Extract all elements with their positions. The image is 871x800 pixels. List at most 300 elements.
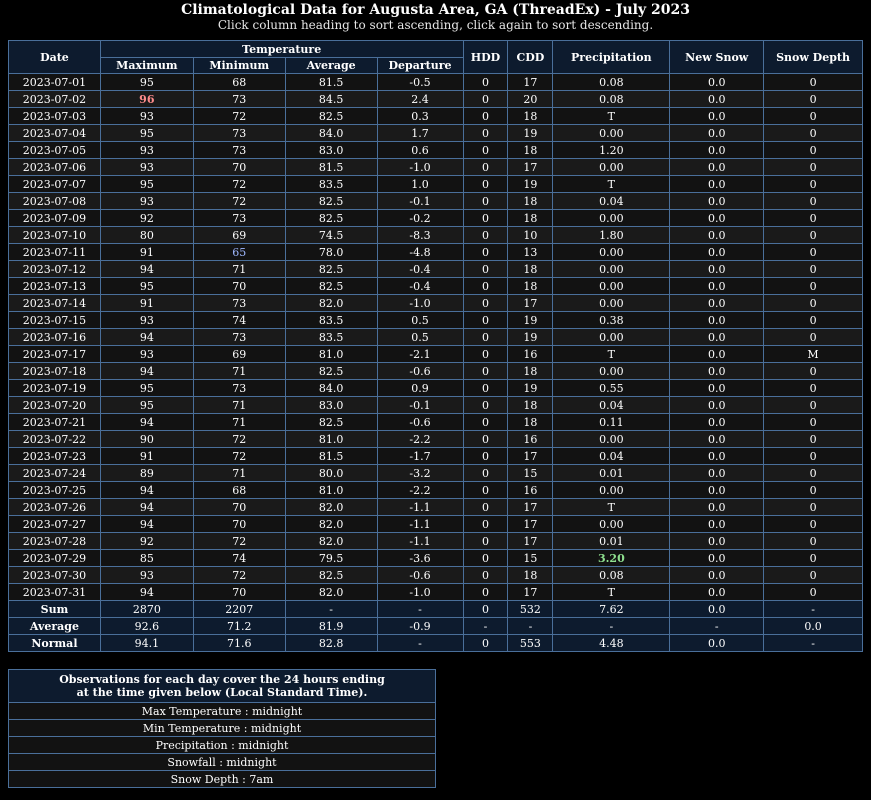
table-cell: 0.0 [670,227,764,244]
table-row [9,431,863,448]
table-cell: -2.2 [377,482,463,499]
table-cell: 0 [463,176,508,193]
summary-cell: 0 [463,601,508,618]
table-cell: 2023-07-30 [9,567,101,584]
table-cell: 2023-07-15 [9,312,101,329]
table-cell: 0.0 [670,550,764,567]
table-cell: 0 [764,465,863,482]
table-cell: 0 [764,295,863,312]
table-cell: 18 [508,261,553,278]
table-cell: 19 [508,176,553,193]
table-cell: 0.0 [670,346,764,363]
table-cell: 0.00 [553,329,670,346]
observation-time-item: Snow Depth : 7am [9,771,436,788]
table-cell: 18 [508,397,553,414]
table-cell: 94 [100,363,193,380]
table-cell: 0.0 [670,431,764,448]
table-cell: 73 [193,125,285,142]
table-cell: 0 [463,380,508,397]
column-header-cdd[interactable]: CDD [508,41,553,74]
table-cell: 0 [764,312,863,329]
table-row [9,278,863,295]
table-cell: 0.04 [553,448,670,465]
table-row [9,91,863,108]
table-cell: 2023-07-28 [9,533,101,550]
table-cell: 2023-07-16 [9,329,101,346]
summary-cell: - [377,601,463,618]
column-header-snow-depth[interactable]: Snow Depth [764,41,863,74]
table-cell: 18 [508,210,553,227]
table-cell: 0.00 [553,210,670,227]
table-cell: 17 [508,74,553,91]
column-header-date[interactable]: Date [9,41,101,74]
table-cell: 83.0 [285,397,377,414]
table-cell: 93 [100,142,193,159]
table-cell: 1.0 [377,176,463,193]
table-cell: 0.0 [670,312,764,329]
summary-label: Normal [9,635,101,652]
table-cell: 0 [764,210,863,227]
table-cell: 19 [508,125,553,142]
table-cell: 73 [193,91,285,108]
table-cell: T [553,176,670,193]
table-cell: 10 [508,227,553,244]
table-cell: 94 [100,584,193,601]
table-cell: 0.08 [553,91,670,108]
table-cell: 96 [100,91,193,108]
summary-cell: 0.0 [670,601,764,618]
table-cell: 18 [508,108,553,125]
table-cell: 0.0 [670,465,764,482]
table-row [9,329,863,346]
table-cell: 0 [463,584,508,601]
table-cell: 0 [463,346,508,363]
table-row [9,567,863,584]
column-header-new-snow[interactable]: New Snow [670,41,764,74]
table-cell: 2023-07-04 [9,125,101,142]
observation-time-item: Precipitation : midnight [9,737,436,754]
table-cell: 0 [764,176,863,193]
table-cell: 73 [193,142,285,159]
summary-cell: - [285,601,377,618]
table-cell: 0 [463,550,508,567]
summary-cell: 0.0 [764,618,863,635]
table-cell: 0 [764,329,863,346]
observation-times-table [8,669,436,788]
table-cell: -3.6 [377,550,463,567]
table-row [9,159,863,176]
table-cell: 0 [764,584,863,601]
table-cell: 2023-07-18 [9,363,101,380]
table-cell: 82.0 [285,584,377,601]
table-cell: 69 [193,346,285,363]
table-cell: T [553,108,670,125]
table-cell: 0 [764,431,863,448]
table-cell: 73 [193,210,285,227]
table-cell: 81.0 [285,482,377,499]
daily-rows [9,74,863,601]
table-cell: 0.0 [670,125,764,142]
table-cell: 1.7 [377,125,463,142]
table-cell: 91 [100,448,193,465]
table-cell: 0 [463,329,508,346]
table-cell: -1.1 [377,516,463,533]
table-cell: M [764,346,863,363]
table-cell: 72 [193,176,285,193]
observation-times-heading [9,670,436,703]
table-cell: 0 [463,499,508,516]
table-cell: 2023-07-22 [9,431,101,448]
table-cell: 2023-07-11 [9,244,101,261]
table-cell: 18 [508,193,553,210]
table-cell: 0.0 [670,159,764,176]
table-cell: 0.0 [670,91,764,108]
table-cell: 81.5 [285,74,377,91]
table-cell: T [553,499,670,516]
table-cell: 0.0 [670,74,764,91]
summary-row [9,618,863,635]
table-row [9,397,863,414]
table-cell: 17 [508,448,553,465]
table-cell: 0.00 [553,295,670,312]
table-row [9,363,863,380]
table-cell: 68 [193,482,285,499]
table-cell: 82.5 [285,363,377,380]
table-cell: 2023-07-03 [9,108,101,125]
summary-cell: 532 [508,601,553,618]
column-header-maximum[interactable]: Maximum [100,58,193,74]
table-cell: 0 [463,295,508,312]
table-cell: 2.4 [377,91,463,108]
table-cell: 0.00 [553,125,670,142]
summary-rows [9,601,863,652]
table-cell: 92 [100,533,193,550]
table-cell: 19 [508,329,553,346]
table-cell: 84.0 [285,380,377,397]
summary-cell: - [764,601,863,618]
table-cell: 0 [463,363,508,380]
table-cell: 0 [463,261,508,278]
table-cell: 0.0 [670,193,764,210]
table-cell: 93 [100,193,193,210]
table-cell: 0.6 [377,142,463,159]
table-cell: 0 [764,448,863,465]
table-cell: 2023-07-10 [9,227,101,244]
table-cell: 0 [764,108,863,125]
table-row [9,550,863,567]
table-cell: 0 [764,482,863,499]
observation-time-item: Snowfall : midnight [9,754,436,771]
summary-cell: 2870 [100,601,193,618]
table-cell: 94 [100,414,193,431]
table-cell: -1.1 [377,533,463,550]
table-cell: 2023-07-20 [9,397,101,414]
table-cell: 94 [100,499,193,516]
table-cell: 0.01 [553,533,670,550]
table-cell: 2023-07-24 [9,465,101,482]
table-cell: 78.0 [285,244,377,261]
table-cell: 0 [764,567,863,584]
table-cell: 0 [764,125,863,142]
table-cell: 2023-07-05 [9,142,101,159]
table-cell: 72 [193,448,285,465]
table-cell: 2023-07-06 [9,159,101,176]
table-row [9,312,863,329]
table-row [9,227,863,244]
table-cell: 81.0 [285,346,377,363]
table-cell: 0.00 [553,516,670,533]
table-cell: 0 [463,108,508,125]
table-cell: 0.00 [553,431,670,448]
summary-cell: - [670,618,764,635]
table-cell: 2023-07-17 [9,346,101,363]
table-cell: 2023-07-31 [9,584,101,601]
table-cell: 0 [764,261,863,278]
table-cell: 82.5 [285,193,377,210]
table-cell: 0.04 [553,397,670,414]
table-cell: 0 [764,533,863,550]
table-cell: 0.55 [553,380,670,397]
table-cell: 0.3 [377,108,463,125]
table-cell: 89 [100,465,193,482]
table-cell: 94 [100,516,193,533]
table-cell: 0.08 [553,567,670,584]
table-cell: 94 [100,329,193,346]
column-header-average[interactable]: Average [285,58,377,74]
table-cell: 0 [463,431,508,448]
table-cell: 2023-07-12 [9,261,101,278]
table-cell: 18 [508,414,553,431]
table-row [9,448,863,465]
table-cell: 0 [764,380,863,397]
table-cell: 70 [193,516,285,533]
table-cell: -0.4 [377,278,463,295]
table-cell: -1.0 [377,584,463,601]
table-cell: 17 [508,295,553,312]
table-cell: 0 [463,142,508,159]
table-row [9,295,863,312]
table-cell: 17 [508,499,553,516]
table-cell: 0.0 [670,210,764,227]
table-cell: 0.0 [670,584,764,601]
table-cell: 83.5 [285,329,377,346]
table-cell: 95 [100,176,193,193]
summary-cell: 81.9 [285,618,377,635]
table-cell: 0 [764,516,863,533]
table-cell: 0 [463,125,508,142]
summary-cell: 553 [508,635,553,652]
summary-cell: -0.9 [377,618,463,635]
table-cell: 0 [463,244,508,261]
table-cell: 80 [100,227,193,244]
table-cell: 83.5 [285,176,377,193]
table-cell: 0 [764,278,863,295]
column-header-precipitation[interactable]: Precipitation [553,41,670,74]
table-cell: 70 [193,159,285,176]
table-cell: 74 [193,550,285,567]
table-cell: 93 [100,346,193,363]
table-cell: 84.5 [285,91,377,108]
observation-heading-line1: Observations for each day cover the 24 hours ending [59,673,385,686]
climate-data-table [8,40,863,652]
table-cell: 74.5 [285,227,377,244]
table-cell: 0.00 [553,278,670,295]
sort-instructions: Click column heading to sort ascending, click again to sort descending. [217,18,654,32]
table-cell: 72 [193,567,285,584]
table-cell: 0 [764,227,863,244]
table-cell: 2023-07-19 [9,380,101,397]
table-row [9,584,863,601]
table-cell: 0.11 [553,414,670,431]
table-cell: 0.0 [670,482,764,499]
table-cell: 70 [193,278,285,295]
table-cell: 70 [193,584,285,601]
table-cell: 0 [764,91,863,108]
table-cell: 91 [100,244,193,261]
table-cell: 0.0 [670,448,764,465]
column-header-hdd[interactable]: HDD [463,41,508,74]
summary-row [9,635,863,652]
table-cell: 17 [508,533,553,550]
table-cell: 0.0 [670,176,764,193]
column-header-minimum[interactable]: Minimum [193,58,285,74]
table-cell: 2023-07-07 [9,176,101,193]
table-cell: 2023-07-27 [9,516,101,533]
table-cell: 2023-07-08 [9,193,101,210]
table-cell: 0 [764,74,863,91]
table-cell: 0 [764,193,863,210]
table-cell: 0 [764,363,863,380]
table-cell: 93 [100,567,193,584]
table-cell: 0 [463,465,508,482]
table-cell: 0 [463,74,508,91]
table-row [9,261,863,278]
table-cell: 93 [100,108,193,125]
table-cell: 0 [463,516,508,533]
table-cell: 0.5 [377,312,463,329]
table-cell: 0 [463,278,508,295]
observation-time-item: Min Temperature : midnight [9,720,436,737]
table-cell: 83.5 [285,312,377,329]
table-cell: -1.0 [377,159,463,176]
table-cell: 92 [100,210,193,227]
table-cell: 0.00 [553,363,670,380]
table-cell: 13 [508,244,553,261]
table-cell: 0.0 [670,295,764,312]
column-header-departure[interactable]: Departure [377,58,463,74]
table-cell: 0.0 [670,108,764,125]
table-cell: 15 [508,465,553,482]
table-row [9,210,863,227]
table-cell: 71 [193,363,285,380]
summary-cell: 2207 [193,601,285,618]
observation-heading-line2: at the time given below (Local Standard Time). [76,686,368,699]
table-cell: 0.00 [553,244,670,261]
table-cell: 0.08 [553,74,670,91]
table-row [9,380,863,397]
table-cell: 0.0 [670,363,764,380]
table-cell: 0.0 [670,516,764,533]
table-cell: 0 [463,312,508,329]
table-cell: 0.0 [670,329,764,346]
table-row [9,533,863,550]
summary-cell: - [463,618,508,635]
table-cell: 0 [463,210,508,227]
table-cell: 80.0 [285,465,377,482]
table-cell: 73 [193,380,285,397]
table-cell: -0.2 [377,210,463,227]
table-cell: 81.0 [285,431,377,448]
summary-cell: 0 [463,635,508,652]
table-cell: 18 [508,363,553,380]
table-cell: 0.00 [553,159,670,176]
table-cell: 82.0 [285,295,377,312]
table-cell: 16 [508,482,553,499]
table-cell: 17 [508,516,553,533]
table-cell: 82.5 [285,108,377,125]
page-title: Climatological Data for Augusta Area, GA (ThreadEx) - July 2023 [181,2,690,18]
table-cell: 0 [463,91,508,108]
table-cell: 79.5 [285,550,377,567]
table-cell: 0 [463,533,508,550]
table-cell: 0.0 [670,499,764,516]
table-cell: 71 [193,465,285,482]
table-cell: 0.0 [670,533,764,550]
table-cell: 68 [193,74,285,91]
table-cell: 2023-07-21 [9,414,101,431]
table-cell: 95 [100,397,193,414]
table-row [9,176,863,193]
table-cell: 0 [764,142,863,159]
table-cell: 3.20 [553,550,670,567]
summary-cell: 7.62 [553,601,670,618]
table-cell: 18 [508,567,553,584]
table-cell: -0.6 [377,363,463,380]
table-cell: 93 [100,159,193,176]
table-cell: 0.0 [670,261,764,278]
table-cell: 81.5 [285,448,377,465]
summary-cell: - [508,618,553,635]
table-cell: T [553,584,670,601]
table-row [9,125,863,142]
table-cell: 95 [100,380,193,397]
table-cell: 2023-07-13 [9,278,101,295]
table-cell: 70 [193,499,285,516]
table-cell: 82.5 [285,210,377,227]
table-row [9,414,863,431]
table-cell: 82.0 [285,516,377,533]
table-cell: 0 [764,499,863,516]
table-cell: 0.01 [553,465,670,482]
table-cell: -8.3 [377,227,463,244]
table-cell: 2023-07-29 [9,550,101,567]
table-cell: 19 [508,380,553,397]
table-cell: -0.5 [377,74,463,91]
summary-cell: 71.6 [193,635,285,652]
summary-cell: - [764,635,863,652]
table-cell: 95 [100,278,193,295]
table-cell: 2023-07-09 [9,210,101,227]
table-cell: 82.5 [285,278,377,295]
table-cell: -2.1 [377,346,463,363]
table-cell: 0.0 [670,414,764,431]
table-cell: -2.2 [377,431,463,448]
table-cell: 71 [193,414,285,431]
table-cell: 0.5 [377,329,463,346]
table-cell: 93 [100,312,193,329]
summary-cell: - [553,618,670,635]
table-cell: -1.7 [377,448,463,465]
